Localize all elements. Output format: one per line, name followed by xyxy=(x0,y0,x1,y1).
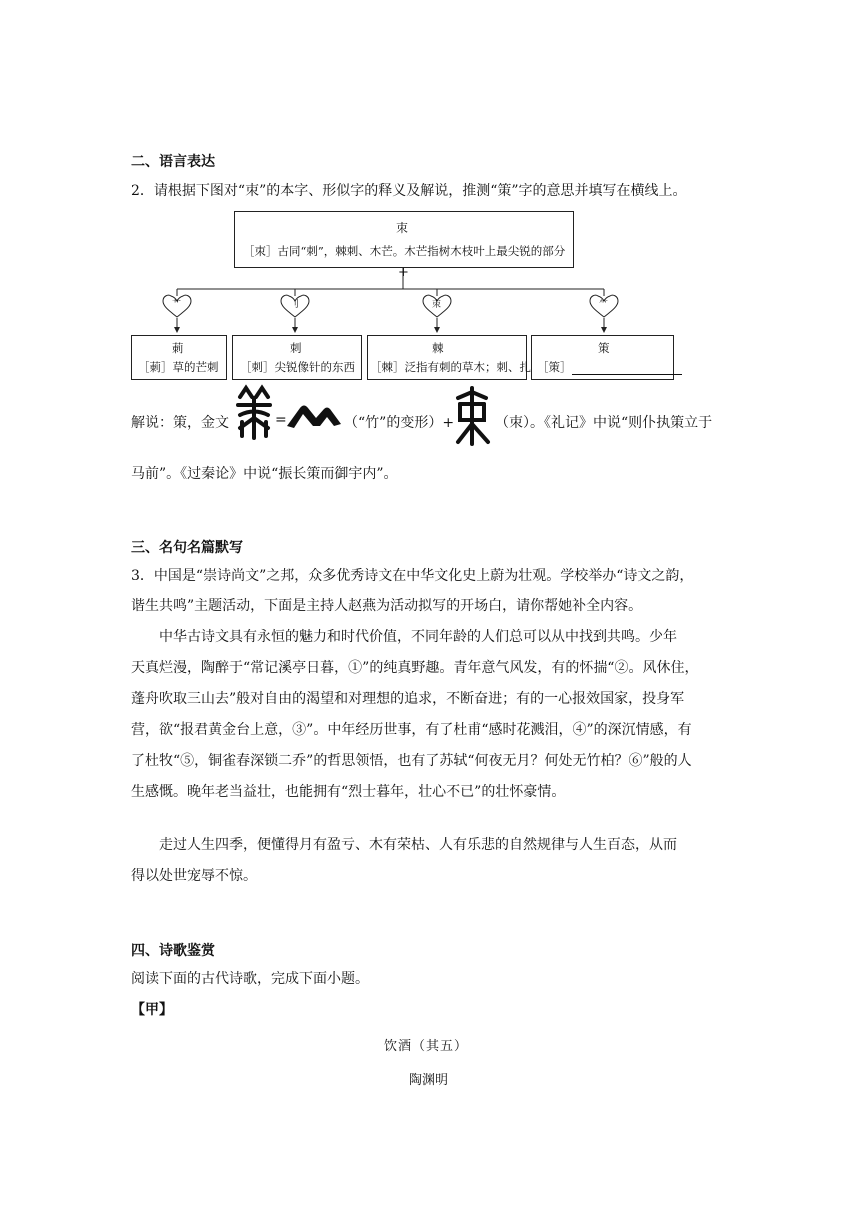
explain-rest: （朿）。《礼记》中说“则仆执策立于 xyxy=(495,415,713,431)
radical-ci: 朿 xyxy=(432,300,442,310)
paragraph-1-line: 中华古诗文具有永恒的魅力和时代价值，不同年龄的人们总可以从中找到共鸣。少年 xyxy=(159,629,677,645)
poem-author: 陶渊明 xyxy=(409,1073,449,1088)
top-char: 朿 xyxy=(396,221,409,235)
radical-cao: 艹 xyxy=(172,300,182,310)
question-2-text: 2．请根据下图对“朿”的本字、形似字的释义及解说，推测“策”字的意思并填写在横线上。 xyxy=(131,183,687,199)
box-ci-grass-char: 莿 xyxy=(172,341,184,355)
radical-dao: 刂 xyxy=(290,300,300,310)
box-ci-knife-char: 刺 xyxy=(290,341,302,355)
paragraph-1-line: 蓬舟吹取三山去”般对自由的渴望和对理想的追求，不断奋进；有的一心报效国家，投身军 xyxy=(131,691,685,707)
question-3-line-2: 谐生共鸣”主题活动，下面是主持人赵燕为活动拟写的开场白，请你帮她补全内容。 xyxy=(131,598,643,614)
box-ce-char: 策 xyxy=(598,341,610,355)
answer-blank[interactable] xyxy=(572,362,682,375)
paragraph-1-line: 生感慨。晚年老当益壮，也能拥有“烈士暮年，壮心不已”的壮怀豪情。 xyxy=(131,784,566,800)
paragraph-1-line: 了杜牧“⑤，铜雀春深锁二乔”的哲思领悟，也有了苏轼“何夜无月？何处无竹柏？⑥”般的人 xyxy=(131,753,692,769)
paragraph-1-line: 天真烂漫，陶醉于“常记溪亭日暮，①”的纯真野趣。青年意气风发，有的怀揣“②。风休住， xyxy=(131,660,699,676)
box-ci-grass-def: ［莿］草的芒刺 xyxy=(138,360,219,374)
box-ji-def: ［棘］泛指有刺的草木；刺、扎 xyxy=(370,360,531,374)
paragraph-1-line: 营，欲“报君黄金台上意，③”。中年经历世事，有了杜甫“感时花溅泪，④”的深沉情感，有 xyxy=(131,722,692,738)
poem-title: 饮酒（其五） xyxy=(384,1039,469,1054)
question-3-line-1: 3．中国是“崇诗尚文”之邦，众多优秀诗文在中华文化史上蔚为壮观。学校举办“诗文之韵， xyxy=(131,568,694,584)
paragraph-2-line: 得以处世宠辱不惊。 xyxy=(131,868,257,884)
box-ce-def-row xyxy=(537,359,682,375)
question-4-intro: 阅读下面的古代诗歌，完成下面小题。 xyxy=(131,971,369,987)
box-ce-def: ［策］ xyxy=(537,360,572,374)
explain-equals: = xyxy=(275,412,287,428)
explain-bamboo-note: （“竹”的变形）+ xyxy=(344,415,455,431)
box-ji-char: 棘 xyxy=(432,341,444,355)
plus-sign: + xyxy=(398,265,409,280)
section-title-2: 二、语言表达 xyxy=(131,154,215,170)
box-ci-knife-def: ［刺］尖锐像针的东西 xyxy=(240,360,355,374)
top-definition: ［朿］古同“刺”，棘刺、木芒。木芒指树木枝叶上最尖锐的部分 xyxy=(243,244,566,258)
section-title-4: 四、诗歌鉴赏 xyxy=(131,943,215,959)
explain-prefix: 解说：策，金文 xyxy=(131,415,229,431)
section-title-3: 三、名句名篇默写 xyxy=(131,540,243,556)
paragraph-2-line: 走过人生四季，便懂得月有盈亏、木有荣枯、人有乐悲的自然规律与人生百态，从而 xyxy=(159,837,677,853)
explain-line-2: 马前”。《过秦论》中说“振长策而御宇内”。 xyxy=(131,466,398,482)
poem-marker: 【甲】 xyxy=(131,1002,173,1018)
radical-zhu: ⺮ xyxy=(599,300,609,310)
